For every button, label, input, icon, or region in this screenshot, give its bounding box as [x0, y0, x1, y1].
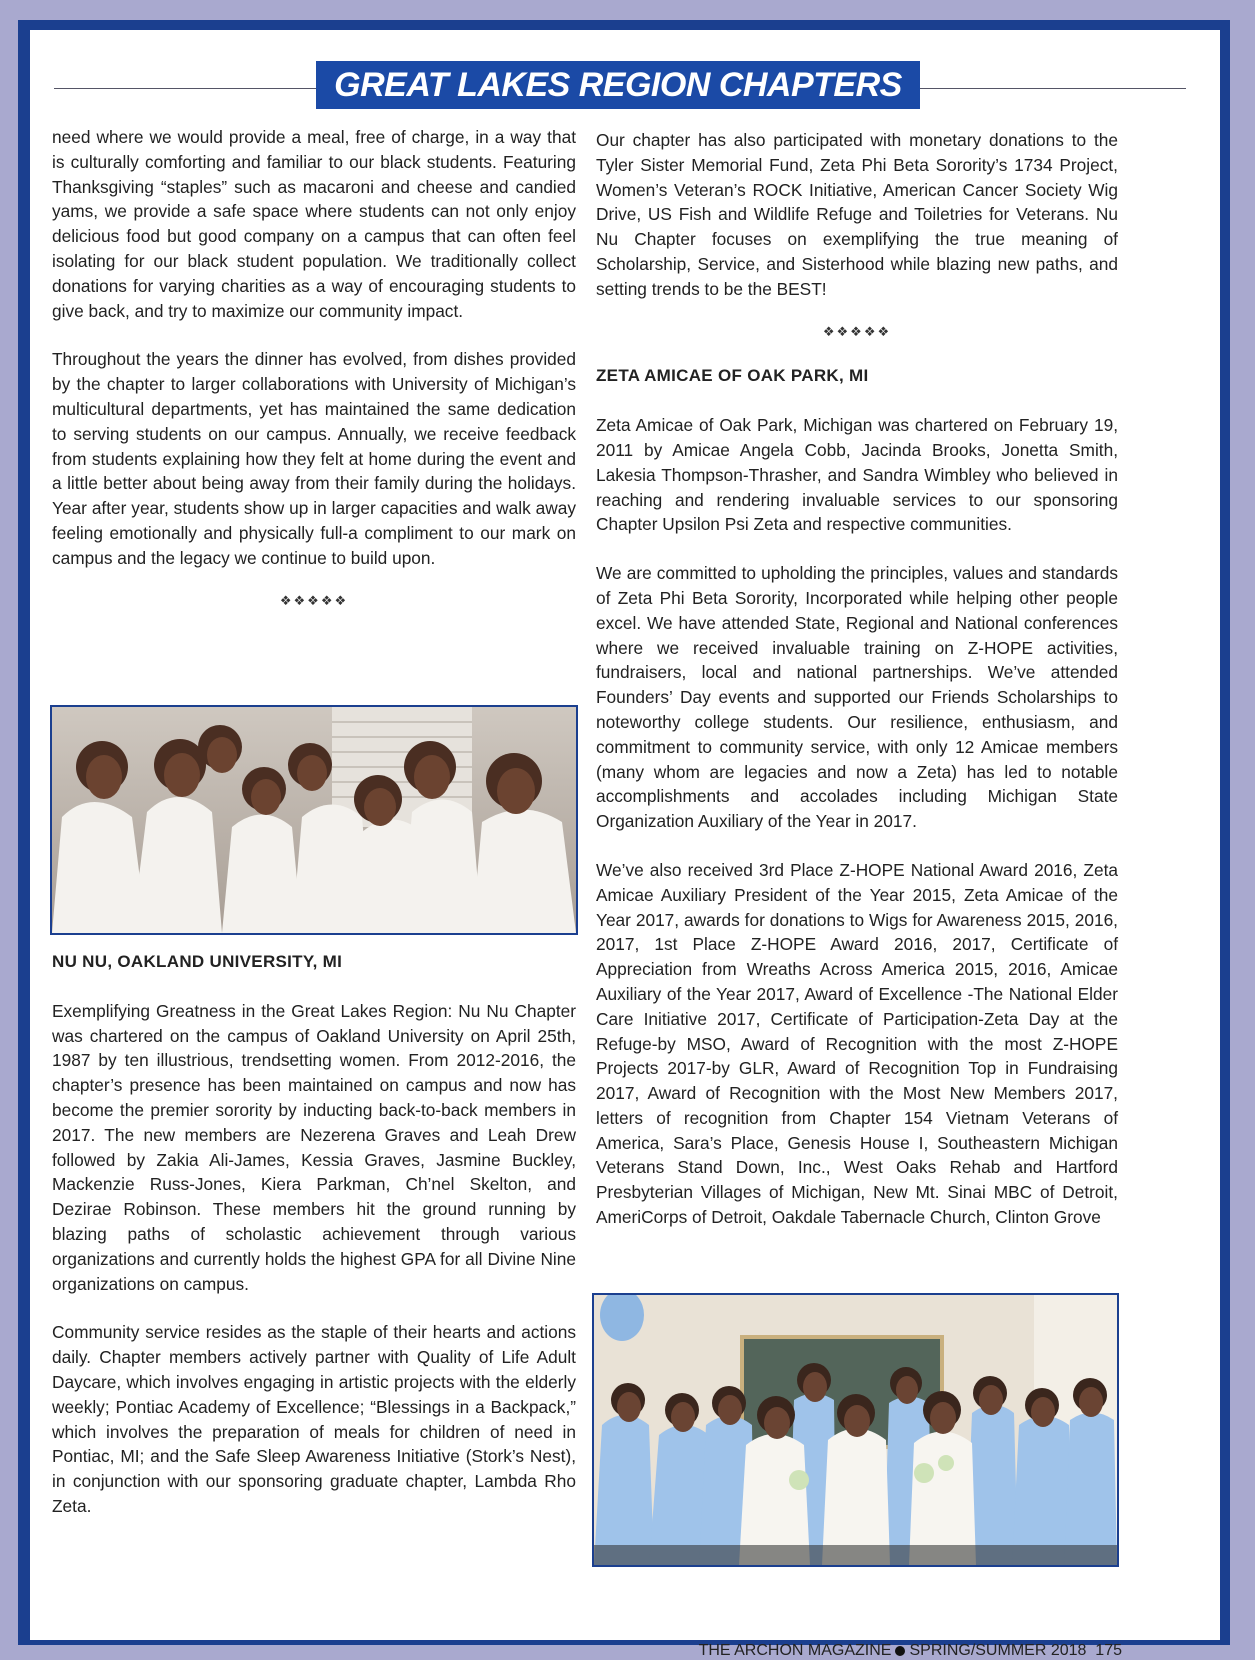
- left-column: [52, 125, 576, 613]
- page-number: 175: [1095, 1642, 1122, 1659]
- page-footer: [699, 1642, 1122, 1660]
- right-paragraph-2: Zeta Amicae of Oak Park, Michigan was chartered on February 19, 2011 by Amicae Angela Cobb, Jacinda Brooks, Jonetta Smith, Lakesia Thompson-Thrasher, and Sandra Wimbley who believed in reaching and rendering invaluable services to our sponsoring Chapter Upsilon Psi Zeta and respective communities.: [596, 415, 1118, 535]
- section-banner: GREAT LAKES REGION CHAPTERS: [316, 61, 920, 109]
- ornament-divider: ❖❖❖❖❖: [279, 592, 349, 608]
- section-heading-zeta-amicae: ZETA AMICAE OF OAK PARK, MI: [596, 366, 869, 386]
- section-heading-nu-nu: NU NU, OAKLAND UNIVERSITY, MI: [52, 952, 343, 971]
- issue-label: SPRING/SUMMER 2018: [909, 1642, 1087, 1659]
- left-column-lower: [52, 950, 576, 1519]
- ornament-divider: ❖❖❖❖❖: [822, 323, 892, 339]
- nu-nu-chapter-photo: [50, 705, 578, 935]
- right-paragraph-4: We’ve also received 3rd Place Z-HOPE National Award 2016, Zeta Amicae Auxiliary President of the Year 2015, Zeta Amicae of the Year 2017, awards for donations to Wigs for Awareness 2015, 2016, 2017, 1st Place Z-HOPE Award 2016, 2017, Certificate of Appreciation from Wreaths Across America 2015, 2016, Amicae Auxiliary of the Year 2017, Award of Excellence -The National Elder Care Initiative 2017, Certificate of Participation-Zeta Day at the Refuge-by MSO, Award of Recognition with the most Z-HOPE Projects 2017-by GLR, Award of Recognition Top in Fundraising 2017, Award of Recognition with the Most New Members 2017, letters of recognition from Chapter 154 Vietnam Veterans of America, Sara’s Place, Genesis House I, Southeastern Michigan Veterans Stand Down, Inc., West Oaks Rehab and Hartford Presbyterian Villages of Michigan, New Mt. Sinai MBC of Detroit, AmeriCorps of Detroit, Oakdale Tabernacle Church, Clinton Grove: [596, 859, 1118, 1228]
- header-rule-left: [54, 88, 316, 89]
- right-paragraph-3: We are committed to upholding the principles, values and standards of Zeta Phi Beta Sorority, Incorporated while helping other people excel. We have attended State, Regional and National conferences where we received invaluable training on Z-HOPE activities, fundraisers, local and national partnerships. We’ve attended Founders’ Day events and supported our Friends Scholarships to noteworthy college students. Our resilience, enthusiasm, and commitment to community service, with only 12 Amicae members (many whom are legacies and now a Zeta) has led to notable accomplishments and accolades including Michigan State Organization Auxiliary of the Year in 2017.: [596, 563, 1118, 832]
- zeta-amicae-photo: [592, 1293, 1119, 1567]
- left-paragraph-4: Community service resides as the staple of their hearts and actions daily. Chapter members actively partner with Quality of Life Adult Daycare, which involves engaging in artistic projects with the elderly weekly; Pontiac Academy of Excellence; “Blessings in a Backpack,” which involves the preparation of meals for children of need in Pontiac, MI; and the Safe Sleep Awareness Initiative (Stork’s Nest), in conjunction with our sponsoring graduate chapter, Lambda Rho Zeta.: [52, 1322, 576, 1516]
- magazine-page: [30, 30, 1220, 1659]
- magazine-page-border: [18, 20, 1230, 1659]
- bullet-icon: [895, 1646, 905, 1656]
- left-paragraph-2: Throughout the years the dinner has evolved, from dishes provided by the chapter to larger collaborations with University of Michigan’s multicultural departments, yet has maintained the same dedication to serving students on our campus. Annually, we receive feedback from students explaining how they felt at home during the event and a little better about being away from their family during the holidays. Year after year, students show up in larger capacities and walk away feeling emotionally and physically full-a compliment to our mark on campus and the legacy we continue to build upon.: [52, 349, 576, 568]
- header-rule-right: [920, 88, 1186, 89]
- left-paragraph-1: need where we would provide a meal, free of charge, in a way that is culturally comforting and familiar to our black students. Featuring Thanksgiving “staples” such as macaroni and cheese and candied yams, we provide a safe space where students can not only enjoy delicious food but good company on a campus that can often feel isolating for our black student population. We traditionally collect donations for varying charities as a way of encouraging students to give back, and try to maximize our community impact.: [52, 127, 576, 321]
- magazine-name: THE ARCHON MAGAZINE: [698, 1642, 892, 1659]
- left-paragraph-3: Exemplifying Greatness in the Great Lakes Region: Nu Nu Chapter was chartered on the campus of Oakland University on April 25th, 1987 by ten illustrious, trendsetting women. From 2012-2016, the chapter’s presence has been maintained on campus and now has become the premier sorority by inducting back-to-back members in 2017. The new members are Nezerena Graves and Leah Drew followed by Zakia Ali-James, Kessia Graves, Jasmine Buckley, Mackenzie Russ-Jones, Kiera Parkman, Ch’nel Skelton, and Dezirae Robinson. These members hit the ground running by blazing paths of scholastic achievement through various organizations and currently holds the highest GPA for all Divine Nine organizations on campus.: [52, 1000, 576, 1294]
- right-column: [596, 128, 1118, 1230]
- right-paragraph-1: Our chapter has also participated with monetary donations to the Tyler Sister Memorial Fund, Zeta Phi Beta Sorority’s 1734 Project, Women’s Veteran’s ROCK Initiative, American Cancer Society Wig Drive, US Fish and Wildlife Refuge and Toiletries for Veterans. Nu Nu Chapter focuses on exemplifying the true meaning of Scholarship, Service, and Sisterhood while blazing new paths, and setting trends to be the BEST!: [596, 130, 1118, 299]
